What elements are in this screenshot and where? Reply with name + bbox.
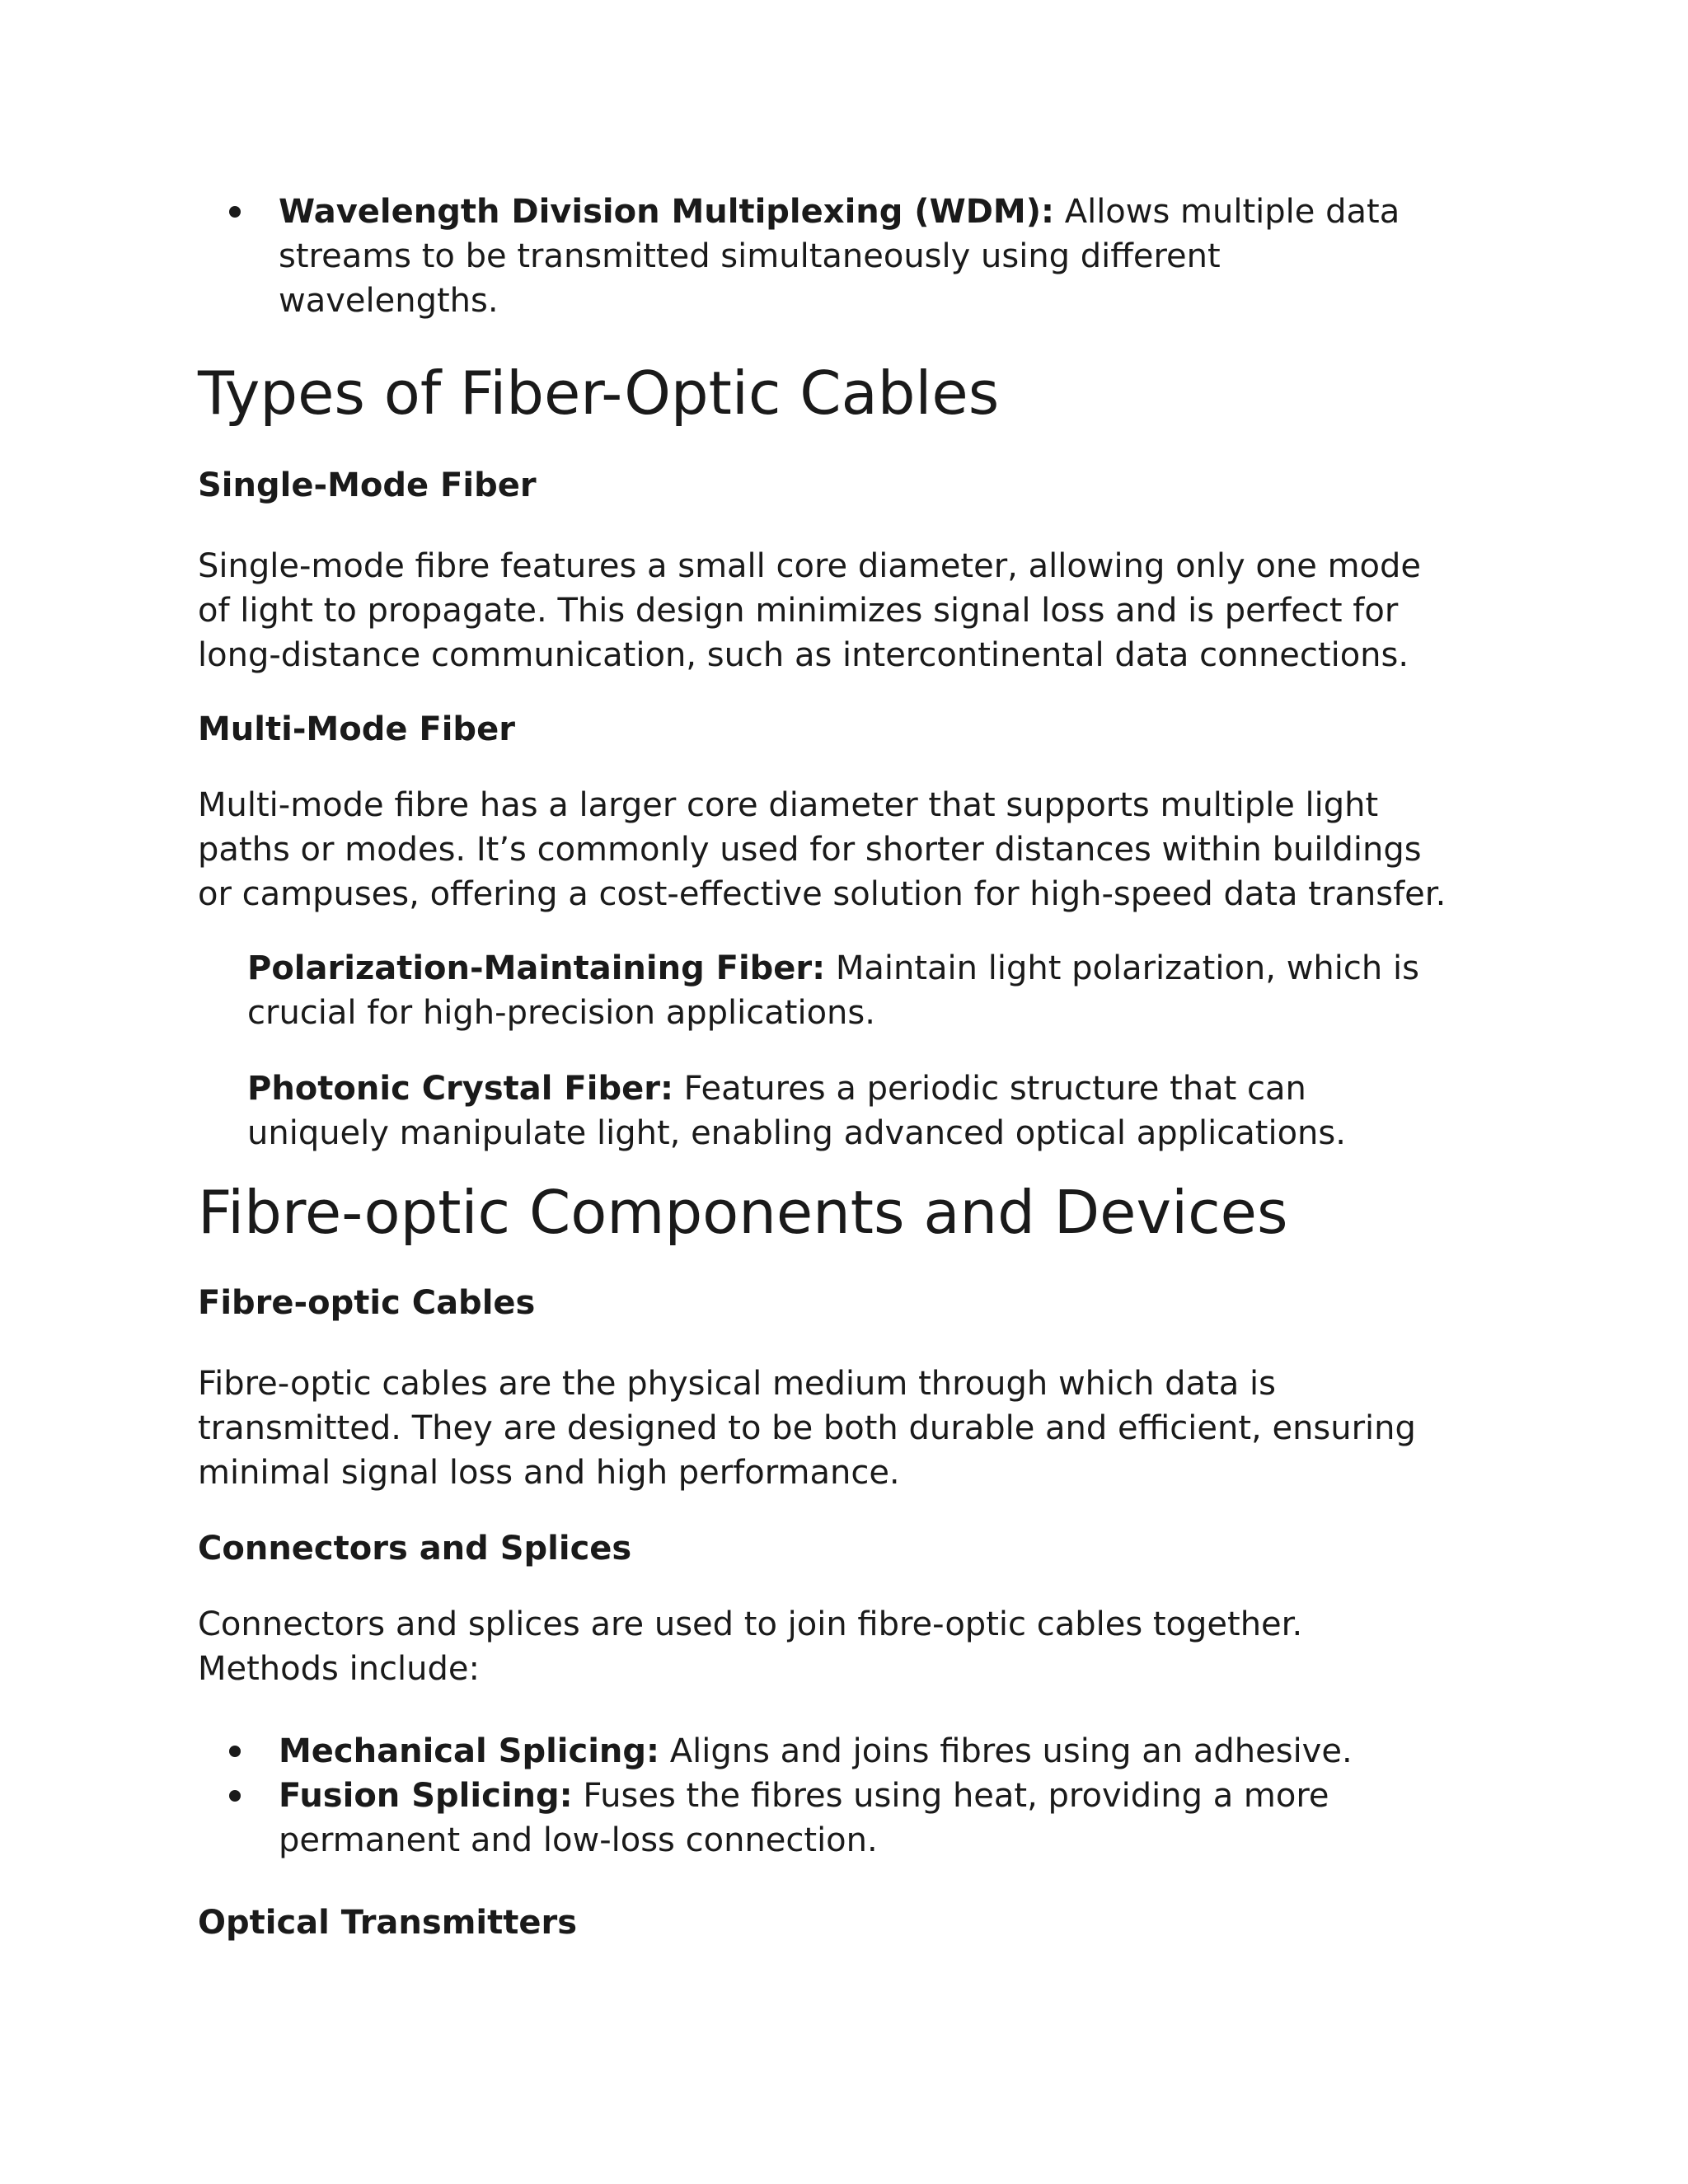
specialty-description: Features a periodic structure that can uniquely manipulate light, enabling advanced optical applications. xyxy=(247,1070,1346,1152)
subheading-fibre-cables: Fibre-optic Cables xyxy=(198,1284,536,1322)
bullet-description: Fuses the fibres using heat, providing a more permanent and low-loss connection. xyxy=(279,1777,1329,1859)
bullet-term: Wavelength Division Multiplexing (WDM): xyxy=(279,193,1054,231)
subheading-multi-mode: Multi-Mode Fiber xyxy=(198,710,515,748)
specialty-description: Maintain light polarization, which is crucial for high-precision applications. xyxy=(247,949,1419,1032)
paragraph-multi-mode: Multi-mode fibre has a larger core diameter that supports multiple light paths or modes. It’s commonly used for shorter distances within buildings or campuses, offering a cost-effective solution for high-speed data transfer. xyxy=(198,786,1447,913)
list-item-fusion-splicing xyxy=(198,1774,1432,1863)
specialty-fiber-photonic xyxy=(198,1066,1376,1155)
specialty-term: Polarization-Maintaining Fiber: xyxy=(247,949,826,987)
section-title-components: Fibre-optic Components and Devices xyxy=(198,1178,1288,1247)
bullet-icon xyxy=(229,1790,241,1802)
specialty-fiber-polarization xyxy=(198,946,1500,1035)
bullet-description: Aligns and joins fibres using an adhesive. xyxy=(669,1732,1353,1770)
bullet-icon xyxy=(229,1746,241,1757)
section-title-types: Types of Fiber-Optic Cables xyxy=(198,359,1000,428)
document-page xyxy=(198,190,1484,1945)
paragraph-connectors: Connectors and splices are used to join fibre-optic cables together. Methods include: xyxy=(198,1605,1303,1688)
subheading-single-mode: Single-Mode Fiber xyxy=(198,466,537,504)
paragraph-single-mode: Single-mode fibre features a small core diameter, allowing only one mode of light to propagate. This design minimizes signal loss and is perfect for long-distance communication, such as intercontinental data connections. xyxy=(198,547,1422,674)
subheading-connectors: Connectors and Splices xyxy=(198,1530,632,1568)
list-item-wdm xyxy=(198,190,1424,323)
bullet-term: Fusion Splicing: xyxy=(279,1777,573,1815)
specialty-term: Photonic Crystal Fiber: xyxy=(247,1070,673,1108)
bullet-icon xyxy=(229,206,241,218)
list-item-mechanical-splicing xyxy=(198,1729,1432,1774)
bullet-term: Mechanical Splicing: xyxy=(279,1732,660,1770)
paragraph-fibre-cables: Fibre-optic cables are the physical medium through which data is transmitted. They are designed to be both durable and efficient, ensuring minimal signal loss and high performance. xyxy=(198,1365,1416,1492)
intro-bullet-list xyxy=(198,190,1484,323)
bullet-description: Allows multiple data streams to be transmitted simultaneously using different wavelengths. xyxy=(279,193,1400,320)
subheading-optical-transmitters: Optical Transmitters xyxy=(198,1904,577,1942)
splicing-methods-list xyxy=(198,1729,1484,1863)
